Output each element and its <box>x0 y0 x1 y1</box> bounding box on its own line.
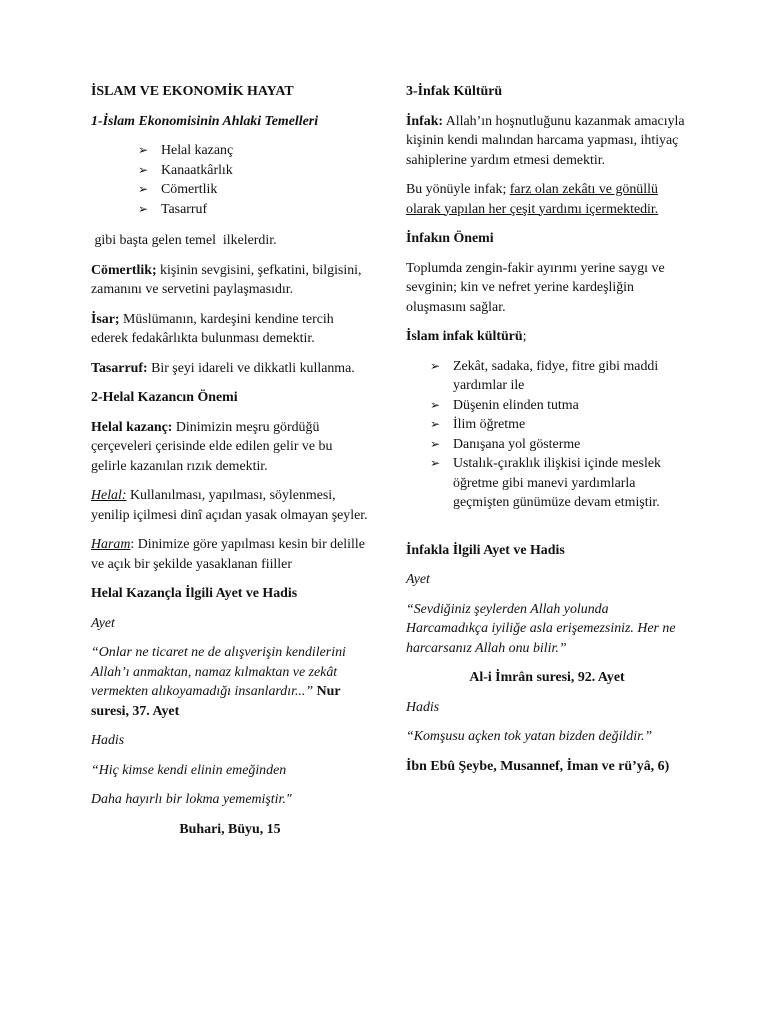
principles-list <box>138 141 369 219</box>
infak-term: İnfak: <box>406 113 444 129</box>
hadis-source: Buhari, Büyu, 15 <box>179 821 281 837</box>
list-item: ➢ Kanaatkârlık <box>138 161 369 181</box>
bu-yonuyle-prefix: Bu yönüyle infak; <box>406 182 510 197</box>
list-item: ➢ Helal kazanç <box>138 141 369 161</box>
helal-ayet-hadis-title: Helal Kazançla İlgili Ayet ve Hadis <box>91 586 298 601</box>
bu-yonuyle-underlined: farz olan zekâtı ve gönüllü olarak yapılan her çeşit yardımı içermektedir. <box>406 182 659 217</box>
left-column <box>91 82 369 849</box>
comertlik-definition: kişinin sevgisini, şefkatini, bilgisini, zamanını ve servetini paylaşmasıdır. <box>91 262 362 297</box>
list-item: ➢ Zekât, sadaka, fidye, fitre gibi maddi yardımlar ile <box>430 357 688 396</box>
helal-kazanc-paragraph <box>91 418 369 477</box>
infak-kultur-heading <box>406 327 688 347</box>
isar-definition: Müslümanın, kardeşini kendine tercih ederek fedakârlıkta bulunması demektir. <box>91 311 334 346</box>
ayet-label: Ayet <box>406 572 430 587</box>
hadis-source: İbn Ebû Şeybe, Musannef, İman ve rü’yâ, 6) <box>406 758 670 774</box>
infak-kultur-list <box>430 357 688 513</box>
ayet-source: Nur suresi, 37. Ayet <box>91 684 341 719</box>
principles-after-text: gibi başta gelen temel ilkelerdir. <box>91 233 277 248</box>
ayet-quote: “Sevdiğiniz şeylerden Allah yolunda Harcamadıkça iyiliğe asla erişemezsiniz. Her ne harcarsanız Allah onu bilir.” <box>406 601 676 656</box>
document-title: İSLAM VE EKONOMİK HAYAT <box>91 84 294 99</box>
list-item: ➢ Danışana yol gösterme <box>430 435 688 455</box>
hadis-line-2: Daha hayırlı bir lokma yememiştir." <box>91 792 292 807</box>
tasarruf-paragraph <box>91 359 369 379</box>
section-3-title: 3-İnfak Kültürü <box>406 84 503 99</box>
infak-kultur-title: İslam infak kültürü <box>406 329 523 344</box>
haram-definition: : Dinimize göre yapılması kesin bir delille ve açık bir şekilde yasaklanan fiiller <box>91 537 365 572</box>
hadis-label: Hadis <box>91 733 125 748</box>
infak-kultur-suffix: ; <box>522 329 527 344</box>
list-item: ➢ İlim öğretme <box>430 415 688 435</box>
helal-paragraph <box>91 486 369 525</box>
haram-term: Haram <box>91 537 131 552</box>
tasarruf-definition: Bir şeyi idareli ve dikkatli kullanma. <box>147 360 355 376</box>
infak-paragraph <box>406 112 688 171</box>
haram-paragraph <box>91 535 369 574</box>
ayet-label: Ayet <box>91 615 115 631</box>
infak-onemi-title: İnfakın Önemi <box>406 231 494 246</box>
tasarruf-term: Tasarruf: <box>91 360 148 376</box>
ayet-quote: “Onlar ne ticaret ne de alışverişin kendilerini Allah’ı anmaktan, namaz kılmaktan ve zekât vermekten alıkoyamadığı insanlardır...” <box>91 645 346 699</box>
bu-yonuyle-paragraph <box>406 180 688 219</box>
isar-term: İsar; <box>91 311 120 327</box>
helal-definition: Kullanılması, yapılması, söylenmesi, yenilip içilmesi dinî açıdan yasak olmayan şeyler. <box>91 488 368 523</box>
helal-term: Helal: <box>91 488 127 503</box>
section-1-title: 1-İslam Ekonomisinin Ahlaki Temelleri <box>91 113 319 129</box>
comertlik-paragraph <box>91 261 369 300</box>
section-2-title: 2-Helal Kazancın Önemi <box>91 390 238 405</box>
isar-paragraph <box>91 310 369 349</box>
right-column <box>406 82 688 786</box>
infak-ayet-hadis-title: İnfakla İlgili Ayet ve Hadis <box>406 542 565 558</box>
list-item: ➢ Cömertlik <box>138 180 369 200</box>
infak-onemi-text: Toplumda zengin-fakir ayırımı yerine saygı ve sevginin; kin ve nefret yerine kardeşliğin oluşmasını sağlar. <box>406 260 665 315</box>
helal-kazanc-term: Helal kazanç: <box>91 419 173 435</box>
helal-kazanc-definition: Dinimizin meşru gördüğü çerçeveleri çerisinde elde edilen gelir ve bu gelirle kazanılan rızık demektir. <box>91 419 333 474</box>
ayet-paragraph <box>91 643 369 721</box>
infak-definition: Allah’ın hoşnutluğunu kazanmak amacıyla kişinin kendi malından harcama yapması, ihtiyaç sahiplerine yardım etmesi demektir. <box>406 113 685 168</box>
hadis-line-1: “Hiç kimse kendi elinin emeğinden <box>91 762 287 778</box>
hadis-label: Hadis <box>406 699 440 715</box>
hadis-quote: “Komşusu açken tok yatan bizden değildir.” <box>406 729 653 744</box>
comertlik-term: Cömertlik; <box>91 262 157 278</box>
list-item: ➢ Düşenin elinden tutma <box>430 396 688 416</box>
list-item: ➢ Ustalık-çıraklık ilişkisi içinde meslek öğretme gibi manevi yardımlarla geçmişten günümüze devam etmiştir. <box>430 454 688 513</box>
list-item: ➢ Tasarruf <box>138 200 369 220</box>
ayet-source: Al-i İmrân suresi, 92. Ayet <box>469 670 625 685</box>
